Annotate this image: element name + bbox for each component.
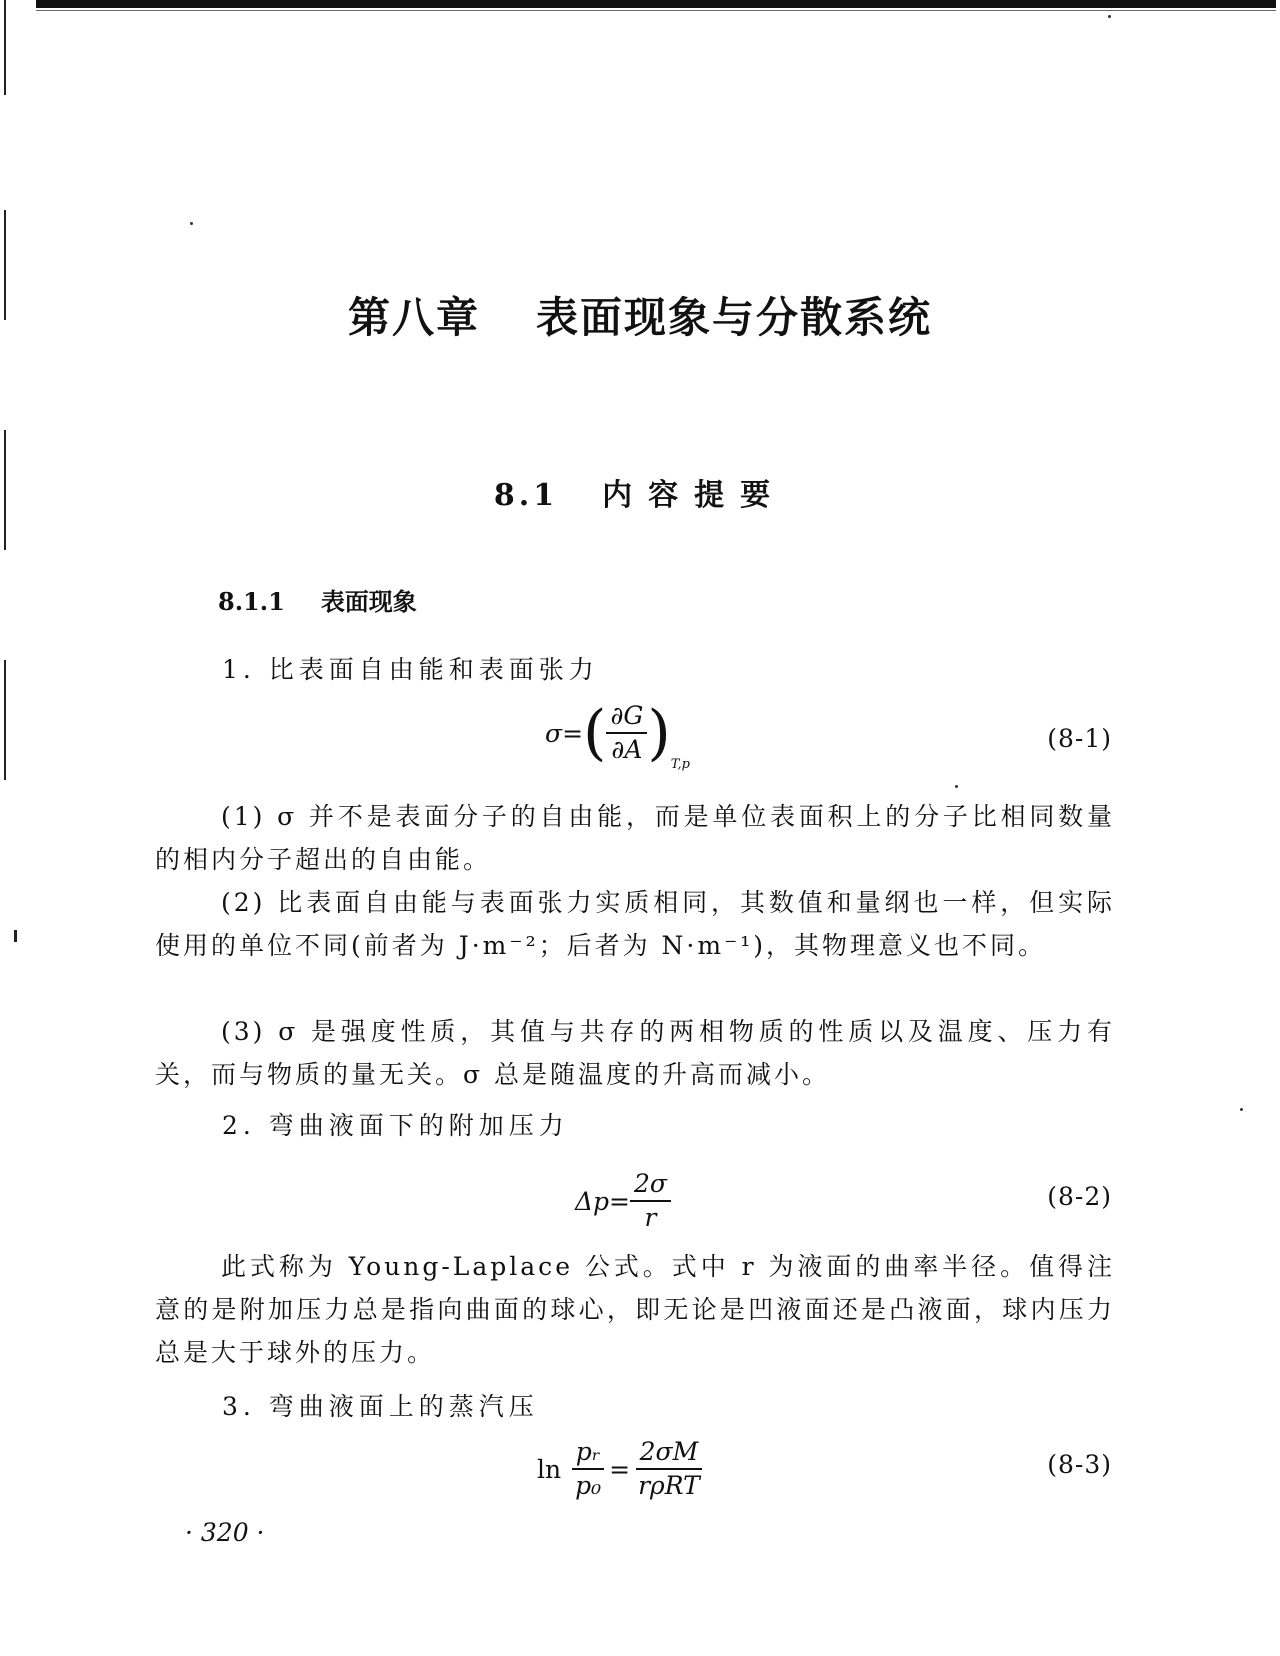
margin-mark bbox=[4, 0, 6, 95]
eq1-fraction bbox=[606, 700, 647, 766]
item-heading-2: 2. 弯曲液面下的附加压力 bbox=[222, 1111, 569, 1140]
eq1-denominator: ∂A bbox=[611, 735, 643, 764]
note-2: (2) 比表面自由能与表面张力实质相同，其数值和量纲也一样，但实际使用的单位不同(前者为 J·m⁻²；后者为 N·m⁻¹)，其物理意义也不同。 bbox=[155, 888, 1115, 960]
subsection-title-text: 表面现象 bbox=[320, 587, 417, 616]
note-1: (1) σ 并不是表面分子的自由能，而是单位表面积上的分子比相同数量的相内分子超出的自由能。 bbox=[155, 802, 1115, 874]
chapter-number: 第八章 bbox=[347, 293, 480, 342]
eq1-numerator: ∂G bbox=[606, 700, 647, 734]
eq2-denominator: r bbox=[644, 1203, 657, 1232]
eq1-left-paren: ( bbox=[583, 698, 607, 768]
chapter-title-text: 表面现象与分散系统 bbox=[536, 293, 933, 342]
top-rule-thin bbox=[36, 10, 1276, 11]
section-title-text: 内容提要 bbox=[602, 478, 787, 513]
young-laplace-paragraph: 此式称为 Young-Laplace 公式。式中 r 为液面的曲率半径。值得注意的是附加压力总是指向曲面的球心，即无论是凹液面还是凸液面，球内压力总是大于球外的压力。 bbox=[155, 1252, 1115, 1367]
eq1-subscript: T,p bbox=[670, 757, 690, 772]
margin-mark bbox=[4, 660, 6, 780]
scan-speck bbox=[1108, 15, 1111, 18]
eq3-left-fraction bbox=[571, 1436, 605, 1502]
eq2-lhs: Δp= bbox=[575, 1186, 631, 1216]
subsection-title bbox=[218, 582, 417, 617]
scan-speck bbox=[190, 222, 193, 225]
subsection-number: 8.1.1 bbox=[218, 587, 285, 616]
page-number: · 320 · bbox=[185, 1518, 265, 1547]
eq3-right-fraction bbox=[634, 1436, 704, 1502]
item-heading-3: 3. 弯曲液面上的蒸汽压 bbox=[222, 1392, 539, 1421]
equation-label-8-1: (8-1) bbox=[1047, 724, 1112, 753]
eq1-lhs: σ= bbox=[545, 718, 584, 748]
eq3-ln: ln bbox=[537, 1454, 562, 1484]
chapter-title bbox=[0, 285, 1280, 345]
equation-label-8-3: (8-3) bbox=[1047, 1450, 1112, 1479]
equation-8-2 bbox=[575, 1168, 671, 1234]
eq1-right-paren: ) bbox=[647, 698, 671, 768]
eq3-right-denominator: rρRT bbox=[638, 1471, 700, 1500]
margin-mark bbox=[14, 930, 17, 942]
eq3-equals: = bbox=[609, 1454, 631, 1484]
equation-8-1 bbox=[545, 698, 690, 772]
eq3-left-numerator: pᵣ bbox=[572, 1436, 605, 1470]
eq2-fraction bbox=[630, 1168, 671, 1234]
scan-speck bbox=[955, 785, 958, 788]
top-rule bbox=[36, 0, 1276, 8]
section-number: 8.1 bbox=[493, 478, 559, 513]
eq2-numerator: 2σ bbox=[630, 1168, 671, 1202]
equation-label-8-2: (8-2) bbox=[1047, 1182, 1112, 1211]
scan-speck bbox=[1240, 1108, 1243, 1111]
section-title bbox=[0, 470, 1280, 514]
note-3: (3) σ 是强度性质，其值与共存的两相物质的性质以及温度、压力有关，而与物质的量无关。σ 总是随温度的升高而减小。 bbox=[155, 1017, 1115, 1089]
item-heading-1: 1. 比表面自由能和表面张力 bbox=[222, 655, 599, 684]
eq3-right-numerator: 2σM bbox=[636, 1436, 703, 1470]
equation-8-3 bbox=[537, 1436, 704, 1502]
eq3-left-denominator: p₀ bbox=[575, 1471, 602, 1500]
